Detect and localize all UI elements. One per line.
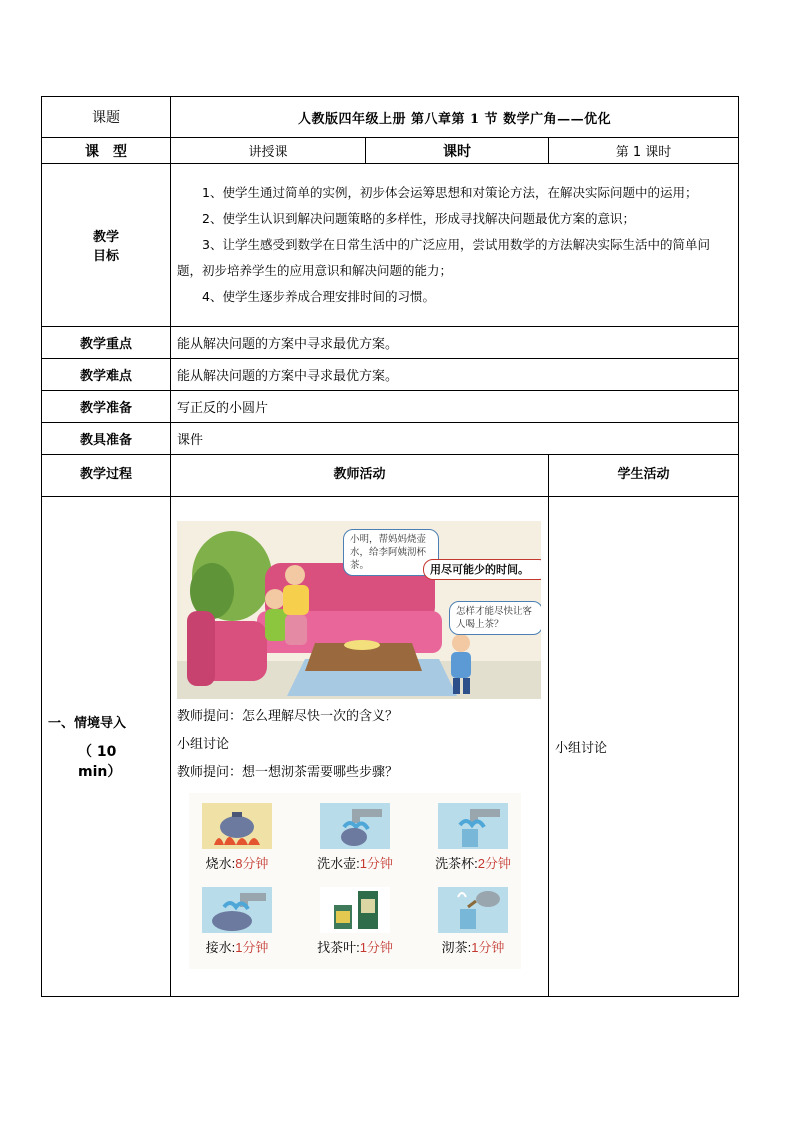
teacher-activity-label: 教师活动 [171, 455, 549, 497]
difficulty-label: 教学难点 [42, 359, 171, 391]
teacher-note: 小组讨论 [177, 736, 230, 752]
kettle-filling-icon [194, 885, 280, 935]
type-row [42, 138, 739, 164]
tools-value: 课件 [171, 423, 739, 455]
goal-item: 4、使学生逐步养成合理安排时间的习惯。 [202, 289, 435, 304]
student-activity-label: 学生活动 [549, 455, 739, 497]
process-content-row [42, 497, 739, 997]
goals-label [42, 164, 171, 327]
student-activity-text: 小组讨论 [555, 741, 608, 756]
key-row [42, 327, 739, 359]
goal-item: 3、让学生感受到数学在日常生活中的广泛应用，尝试用数学的方法解决实际生活中的简单问题，初步培养学生的应用意识和解决问题的能力； [177, 237, 710, 278]
prep-row [42, 391, 739, 423]
step-boil-water [189, 801, 285, 872]
goal-item: 1、使学生通过简单的实例，初步体会运筹思想和对策论方法，在解决实际问题中的运用； [202, 185, 698, 200]
step-time: 1分钟 [471, 939, 505, 955]
mom-speech-bubble: 小明，帮妈妈烧壶水，给李阿姨沏杯茶。 [343, 529, 439, 576]
goals-content [171, 164, 739, 327]
goals-row [42, 164, 739, 327]
step-name: 烧水: [205, 855, 236, 871]
section-time: （ 10 min） [78, 744, 131, 780]
kettle-on-fire-icon [194, 801, 280, 851]
student-activity-cell [549, 497, 739, 997]
tea-steps-illustration [189, 793, 521, 969]
tools-label: 教具准备 [42, 423, 171, 455]
lesson-plan-table [41, 96, 739, 997]
boy-speech-bubble: 怎样才能尽快让客人喝上茶？ [449, 601, 541, 635]
step-wash-kettle [307, 801, 403, 872]
goals-label-line1: 教学 [92, 230, 119, 245]
goal-item: 2、使学生认识到解决问题策略的多样性，形成寻找解决问题最优方案的意识； [202, 211, 635, 226]
period-value: 第 1 课时 [549, 138, 739, 164]
kettle-under-tap-icon [312, 801, 398, 851]
step-name: 沏茶: [441, 939, 472, 955]
step-brew-tea [425, 885, 521, 956]
living-room-illustration [177, 521, 541, 699]
step-find-tea [307, 885, 403, 956]
teacher-question: 教师提问：想一想沏茶需要哪些步骤？ [177, 764, 399, 780]
difficulty-row [42, 359, 739, 391]
type-value: 讲授课 [171, 138, 366, 164]
teacher-question: 教师提问：怎么理解尽快一次的含义？ [177, 708, 399, 724]
section-cell [42, 497, 171, 997]
tools-row [42, 423, 739, 455]
step-time: 8分钟 [235, 855, 269, 871]
pouring-tea-icon [430, 885, 516, 935]
lesson-title: 人教版四年级上册 第八章第 1 节 数学广角——优化 [171, 97, 739, 138]
step-time: 1分钟 [359, 939, 393, 955]
prep-label: 教学准备 [42, 391, 171, 423]
key-label: 教学重点 [42, 327, 171, 359]
section-title: 一、情境导入 [48, 716, 127, 731]
step-wash-cup [425, 801, 521, 872]
goals-label-line2: 目标 [92, 249, 119, 264]
difficulty-value: 能从解决问题的方案中寻求最优方案。 [171, 359, 739, 391]
teacher-activity-cell [171, 497, 549, 997]
prep-value: 写正反的小圆片 [171, 391, 739, 423]
period-label: 课时 [366, 138, 549, 164]
process-header-row [42, 455, 739, 497]
step-fill-water [189, 885, 285, 956]
topic-row [42, 97, 739, 138]
step-name: 洗茶杯: [435, 855, 478, 871]
step-time: 1分钟 [359, 855, 393, 871]
topic-label: 课题 [42, 97, 171, 138]
step-name: 洗水壶: [317, 855, 360, 871]
step-name: 找茶叶: [317, 939, 360, 955]
step-name: 接水: [205, 939, 236, 955]
step-time: 1分钟 [235, 939, 269, 955]
step-time: 2分钟 [477, 855, 511, 871]
hint-speech-bubble: 用尽可能少的时间。 [423, 559, 541, 580]
type-label: 课 型 [42, 138, 171, 164]
process-label: 教学过程 [42, 455, 171, 497]
cup-under-tap-icon [430, 801, 516, 851]
tea-cans-icon [312, 885, 398, 935]
key-value: 能从解决问题的方案中寻求最优方案。 [171, 327, 739, 359]
